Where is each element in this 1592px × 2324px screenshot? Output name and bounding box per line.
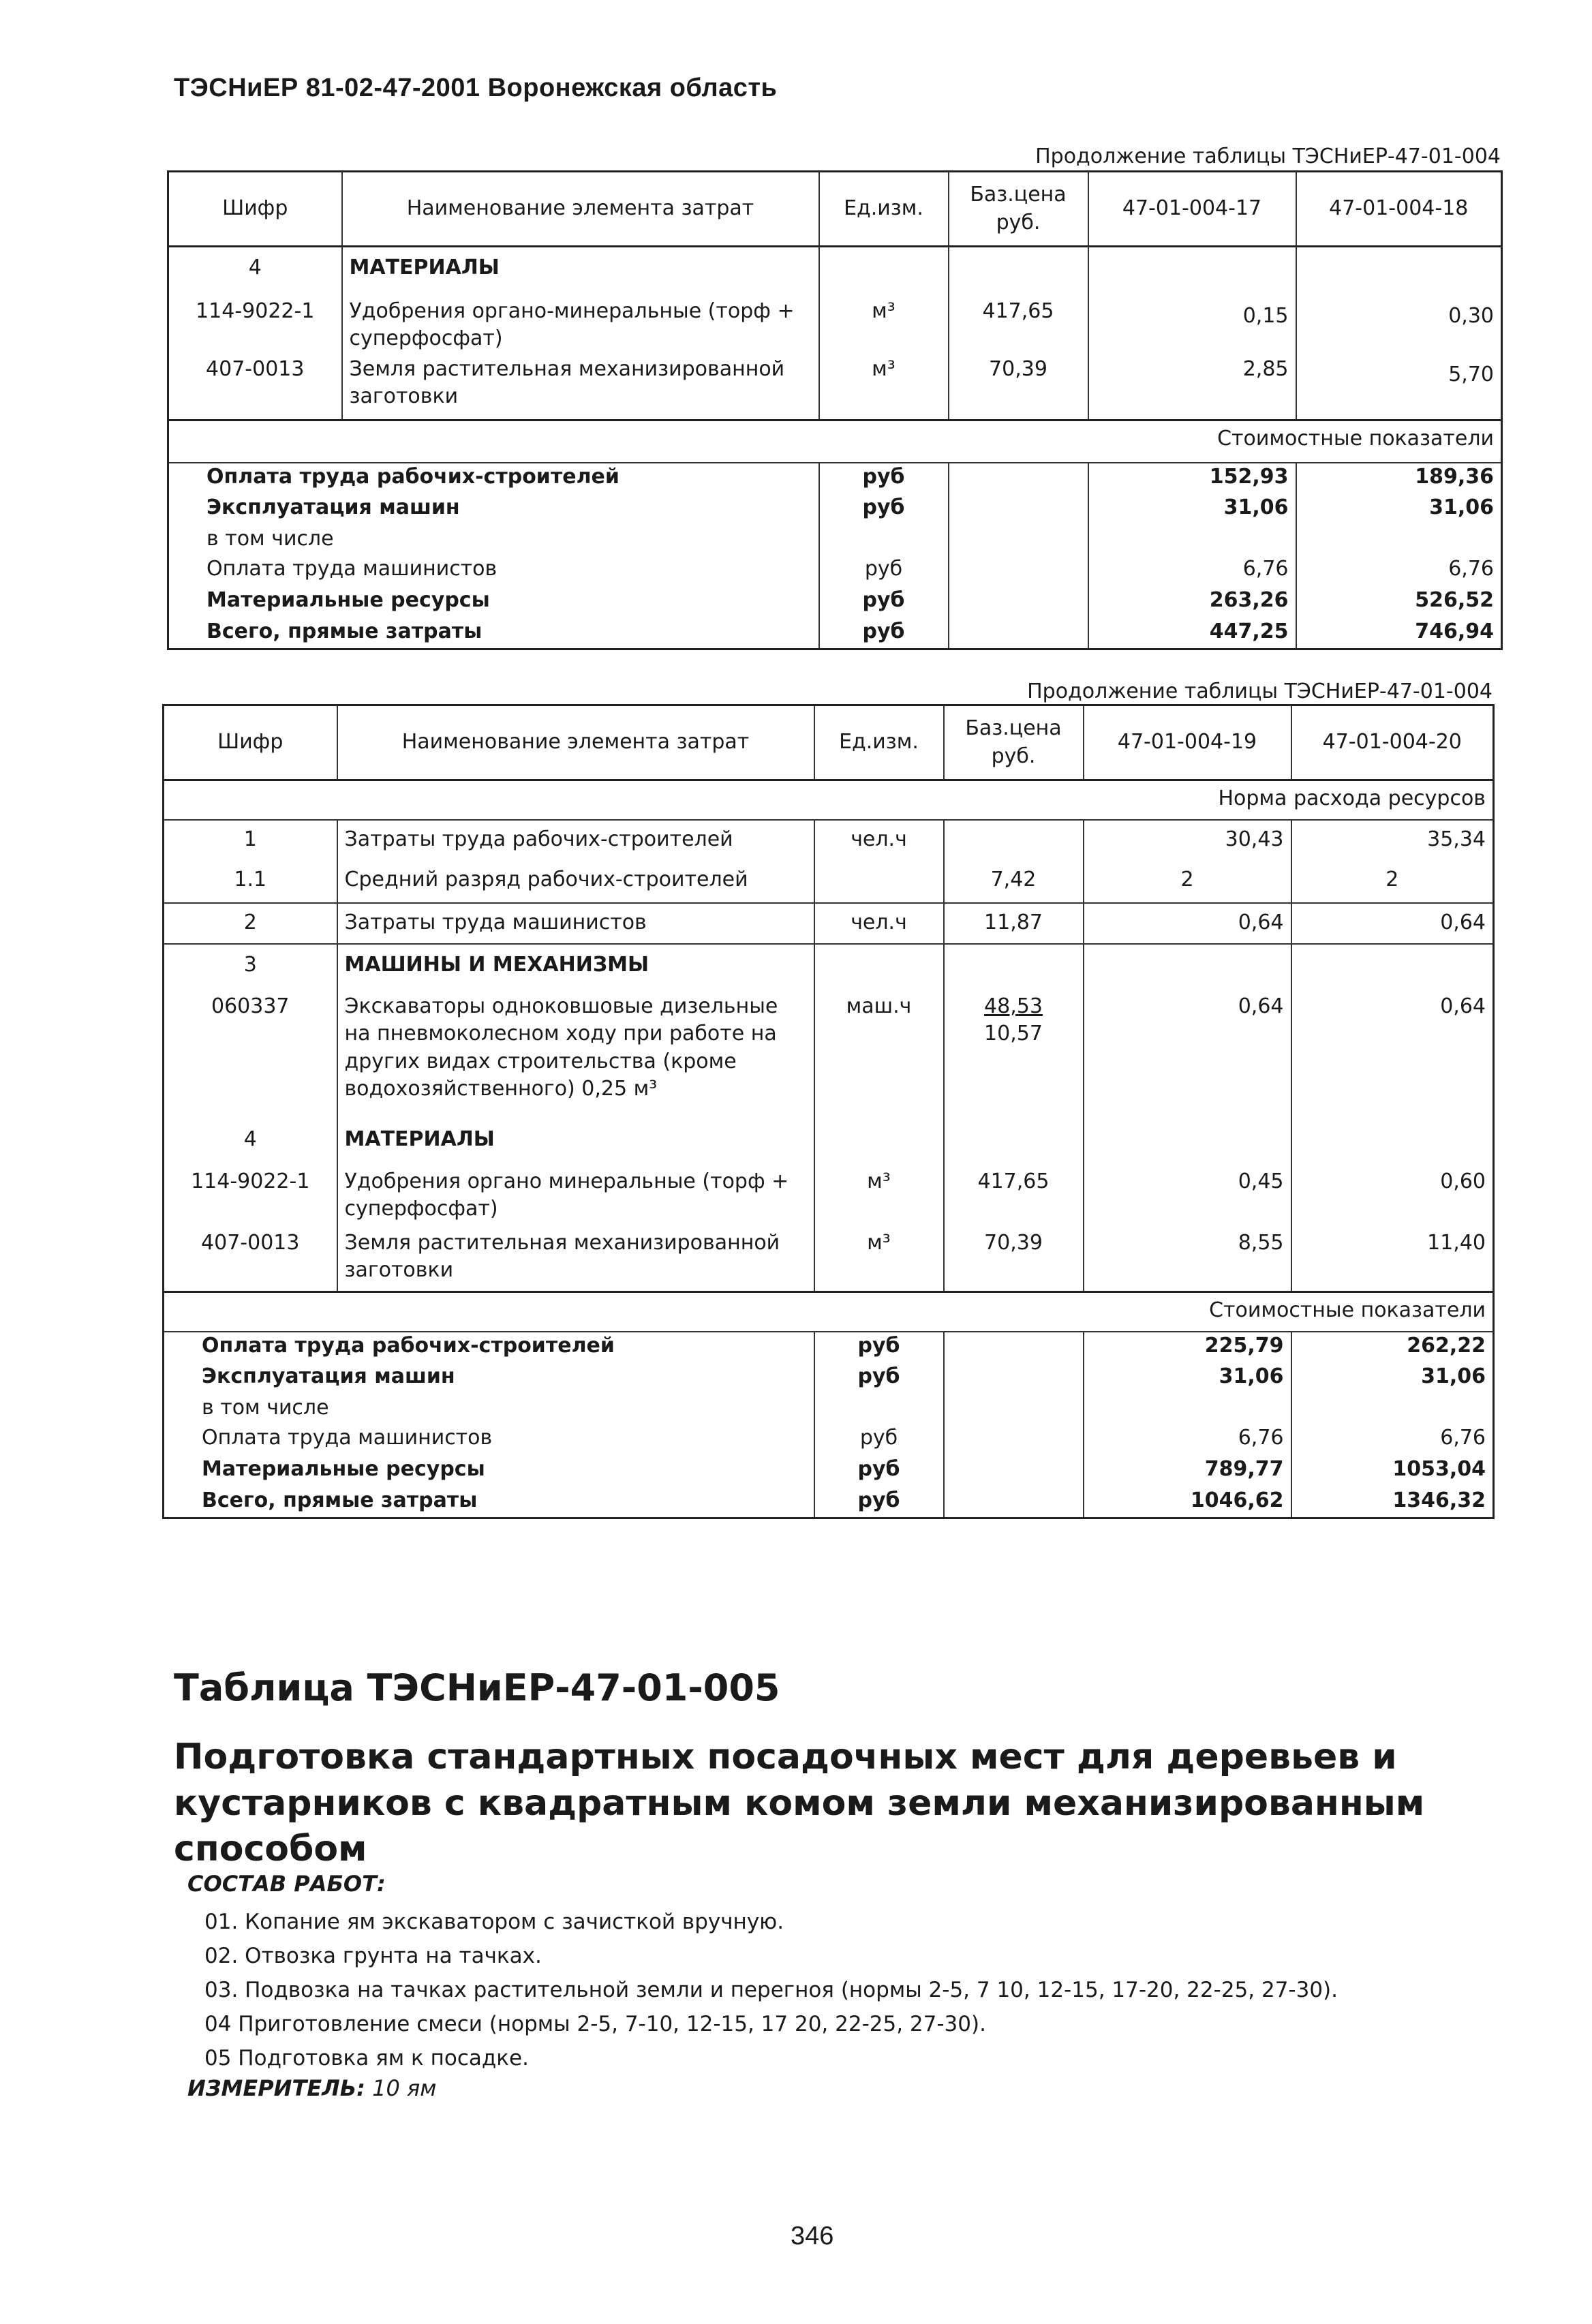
row-unit: м³ <box>814 1161 944 1229</box>
row-v2: 35,34 <box>1291 820 1494 861</box>
table-row <box>164 903 1494 944</box>
row-code: 4 <box>164 1119 337 1161</box>
row-v1: 0,64 <box>1084 903 1291 944</box>
cost-v2: 31,06 <box>1291 1363 1494 1394</box>
cost-v1: 447,25 <box>1088 618 1296 649</box>
row-code: 114-9022-1 <box>168 288 342 356</box>
cost-unit: руб <box>819 618 949 649</box>
cost-v2: 746,94 <box>1296 618 1502 649</box>
table-row <box>164 820 1494 861</box>
norm-header-row <box>164 780 1494 820</box>
cost-name: Всего, прямые затраты <box>164 1487 814 1518</box>
cost-name: в том числе <box>168 525 819 555</box>
table2-header-row <box>164 705 1494 780</box>
cost-unit: руб <box>814 1424 944 1456</box>
cost-v1: 263,26 <box>1088 587 1296 618</box>
cost-row <box>168 618 1502 649</box>
col-unit-header: Ед.изм. <box>814 705 944 780</box>
cost-row <box>168 587 1502 618</box>
list-item: 02. Отвозка грунта на тачках. <box>204 1944 542 1968</box>
table2-continuation: Продолжение таблицы ТЭСНиЕР-47-01-004 <box>1027 679 1492 703</box>
cost-name: Материальные ресурсы <box>168 587 819 618</box>
cost-name: Всего, прямые затраты <box>168 618 819 649</box>
cost-v1: 6,76 <box>1088 555 1296 587</box>
row-code: 4 <box>168 247 342 288</box>
cost-name: в том числе <box>164 1394 814 1424</box>
cost-v2: 526,52 <box>1296 587 1502 618</box>
cost-unit: руб <box>819 587 949 618</box>
col-name-header: Наименование элемента затрат <box>337 705 814 780</box>
col-code-header: Шифр <box>168 172 342 247</box>
table1-header-row <box>168 172 1502 247</box>
table1 <box>167 170 1503 650</box>
cost-row <box>168 525 1502 555</box>
row-unit: чел.ч <box>814 820 944 861</box>
cost-v2: 31,06 <box>1296 494 1502 525</box>
cost-row <box>164 1394 1494 1424</box>
cost-name: Эксплуатация машин <box>164 1363 814 1394</box>
cost-v2: 189,36 <box>1296 463 1502 494</box>
table-row <box>164 986 1494 1119</box>
cost-v1: 152,93 <box>1088 463 1296 494</box>
col-v1-header: 47-01-004-17 <box>1088 172 1296 247</box>
row-v2: 0,60 <box>1291 1161 1494 1229</box>
row-v1: 2,85 <box>1088 356 1296 421</box>
cost-name: Оплата труда машинистов <box>168 555 819 587</box>
table-row <box>168 356 1502 421</box>
col-unit-header: Ед.изм. <box>819 172 949 247</box>
cost-v2: 1346,32 <box>1291 1487 1494 1518</box>
cost-name: Эксплуатация машин <box>168 494 819 525</box>
list-item: 01. Копание ям экскаватором с зачисткой вручную. <box>204 1910 784 1934</box>
row-unit: чел.ч <box>814 903 944 944</box>
row-code: 3 <box>164 944 337 986</box>
row-code: 407-0013 <box>164 1229 337 1292</box>
col-code-header: Шифр <box>164 705 337 780</box>
cost-row <box>168 463 1502 494</box>
cost-unit: руб <box>814 1332 944 1363</box>
cost-unit: руб <box>814 1487 944 1518</box>
col-v1-header: 47-01-004-19 <box>1084 705 1291 780</box>
cost-row <box>164 1363 1494 1394</box>
row-code: 060337 <box>164 986 337 1119</box>
table-row <box>164 1161 1494 1229</box>
row-price: 70,39 <box>949 356 1088 421</box>
row-name: Удобрения органо-минеральные (торф + суперфосфат) <box>342 288 819 356</box>
row-v2: 0,64 <box>1291 986 1494 1119</box>
row-unit: маш.ч <box>814 986 944 1119</box>
cost-v2: 6,76 <box>1296 555 1502 587</box>
col-price-header: Баз.цена руб. <box>944 705 1084 780</box>
row-v1: 8,55 <box>1084 1229 1291 1292</box>
row-code: 114-9022-1 <box>164 1161 337 1229</box>
cost-row <box>164 1456 1494 1487</box>
izm-label: ИЗМЕРИТЕЛЬ: <box>187 2075 365 2101</box>
cost-v1: 1046,62 <box>1084 1487 1291 1518</box>
cost-v1: 789,77 <box>1084 1456 1291 1487</box>
col-v2-header: 47-01-004-18 <box>1296 172 1502 247</box>
cost-unit: руб <box>814 1363 944 1394</box>
price-machine: 48,53 <box>984 994 1043 1018</box>
cost-v2: 1053,04 <box>1291 1456 1494 1487</box>
row-v2: 0,64 <box>1291 903 1494 944</box>
table-row <box>164 1119 1494 1161</box>
cost-unit: руб <box>819 463 949 494</box>
row-name: Затраты труда машинистов <box>337 903 814 944</box>
cost-header: Стоимостные показатели <box>168 421 1502 463</box>
row-v2: 11,40 <box>1291 1229 1494 1292</box>
row-name: Удобрения органо минеральные (торф + суперфосфат) <box>337 1161 814 1229</box>
row-name: Средний разряд рабочих-строителей <box>337 861 814 903</box>
cost-unit: руб <box>814 1456 944 1487</box>
cost-name: Оплата труда рабочих-строителей <box>164 1332 814 1363</box>
section-title: Таблица ТЭСНиЕР-47-01-005 <box>174 1666 780 1709</box>
sostav-label: СОСТАВ РАБОТ: <box>187 1871 386 1897</box>
works-list <box>204 1905 1338 2075</box>
cost-row <box>168 555 1502 587</box>
cost-row <box>164 1487 1494 1518</box>
table2 <box>162 704 1495 1519</box>
row-code: 2 <box>164 903 337 944</box>
row-name: МАТЕРИАЛЫ <box>337 1119 814 1161</box>
row-name: Земля растительная механизированной заготовки <box>342 356 819 421</box>
table-row <box>168 247 1502 288</box>
cost-v2: 6,76 <box>1291 1424 1494 1456</box>
page-header: ТЭСНиЕР 81-02-47-2001 Воронежская область <box>174 74 778 102</box>
cost-unit: руб <box>819 555 949 587</box>
cost-v1: 6,76 <box>1084 1424 1291 1456</box>
price-operator: 10,57 <box>984 1022 1043 1045</box>
row-v1: 2 <box>1084 861 1291 903</box>
section-subtitle: Подготовка стандартных посадочных мест для деревьев и кустарников с квадратным комом земли механизированным способом <box>174 1737 1425 1870</box>
cost-name: Оплата труда рабочих-строителей <box>168 463 819 494</box>
cost-v1: 225,79 <box>1084 1332 1291 1363</box>
cost-v2: 262,22 <box>1291 1332 1494 1363</box>
cost-name: Материальные ресурсы <box>164 1456 814 1487</box>
row-name: МАШИНЫ И МЕХАНИЗМЫ <box>337 944 814 986</box>
table-row <box>164 1229 1494 1292</box>
row-name: Затраты труда рабочих-строителей <box>337 820 814 861</box>
col-v2-header: 47-01-004-20 <box>1291 705 1494 780</box>
row-v2: 0,30 <box>1296 288 1502 356</box>
page-number: 346 <box>791 2222 834 2250</box>
table-row <box>164 861 1494 903</box>
cost-row <box>164 1332 1494 1363</box>
row-price: 70,39 <box>944 1229 1084 1292</box>
row-price: 417,65 <box>944 1161 1084 1229</box>
row-price: 417,65 <box>949 288 1088 356</box>
row-v1: 0,15 <box>1088 288 1296 356</box>
cost-v1: 31,06 <box>1088 494 1296 525</box>
row-v2: 2 <box>1291 861 1494 903</box>
norm-header: Норма расхода ресурсов <box>164 780 1494 820</box>
izmeritel <box>187 2075 436 2101</box>
cost-name: Оплата труда машинистов <box>164 1424 814 1456</box>
cost-row <box>168 494 1502 525</box>
row-v1: 30,43 <box>1084 820 1291 861</box>
row-v1: 0,45 <box>1084 1161 1291 1229</box>
row-unit: м³ <box>819 288 949 356</box>
row-code: 1 <box>164 820 337 861</box>
cost-unit: руб <box>819 494 949 525</box>
row-price <box>944 986 1084 1119</box>
row-unit: м³ <box>819 356 949 421</box>
cost-header-row <box>168 421 1502 463</box>
row-code: 1.1 <box>164 861 337 903</box>
row-unit: м³ <box>814 1229 944 1292</box>
row-v1: 0,64 <box>1084 986 1291 1119</box>
row-name: МАТЕРИАЛЫ <box>342 247 819 288</box>
row-v2: 5,70 <box>1296 356 1502 421</box>
row-price: 11,87 <box>944 903 1084 944</box>
cost-header: Стоимостные показатели <box>164 1292 1494 1332</box>
list-item: 04 Приготовление смеси (нормы 2-5, 7-10, 12-15, 17 20, 22-25, 27-30). <box>204 2012 986 2036</box>
izm-value: 10 ям <box>372 2075 437 2101</box>
list-item: 05 Подготовка ям к посадке. <box>204 2046 529 2070</box>
table-row <box>164 944 1494 986</box>
col-price-header: Баз.цена руб. <box>949 172 1088 247</box>
cost-row <box>164 1424 1494 1456</box>
col-name-header: Наименование элемента затрат <box>342 172 819 247</box>
row-code: 407-0013 <box>168 356 342 421</box>
table-row <box>168 288 1502 356</box>
row-name: Земля растительная механизированной заготовки <box>337 1229 814 1292</box>
list-item: 03. Подвозка на тачках растительной земли и перегноя (нормы 2-5, 7 10, 12-15, 17-20, 22-25, 27-30). <box>204 1978 1338 2002</box>
row-name: Экскаваторы одноковшовые дизельные на пневмоколесном ходу при работе на других видах строительства (кроме водохозяйственного) 0,25 м³ <box>337 986 814 1119</box>
table1-continuation: Продолжение таблицы ТЭСНиЕР-47-01-004 <box>1035 144 1501 168</box>
row-price: 7,42 <box>944 861 1084 903</box>
cost-v1: 31,06 <box>1084 1363 1291 1394</box>
cost-header-row <box>164 1292 1494 1332</box>
